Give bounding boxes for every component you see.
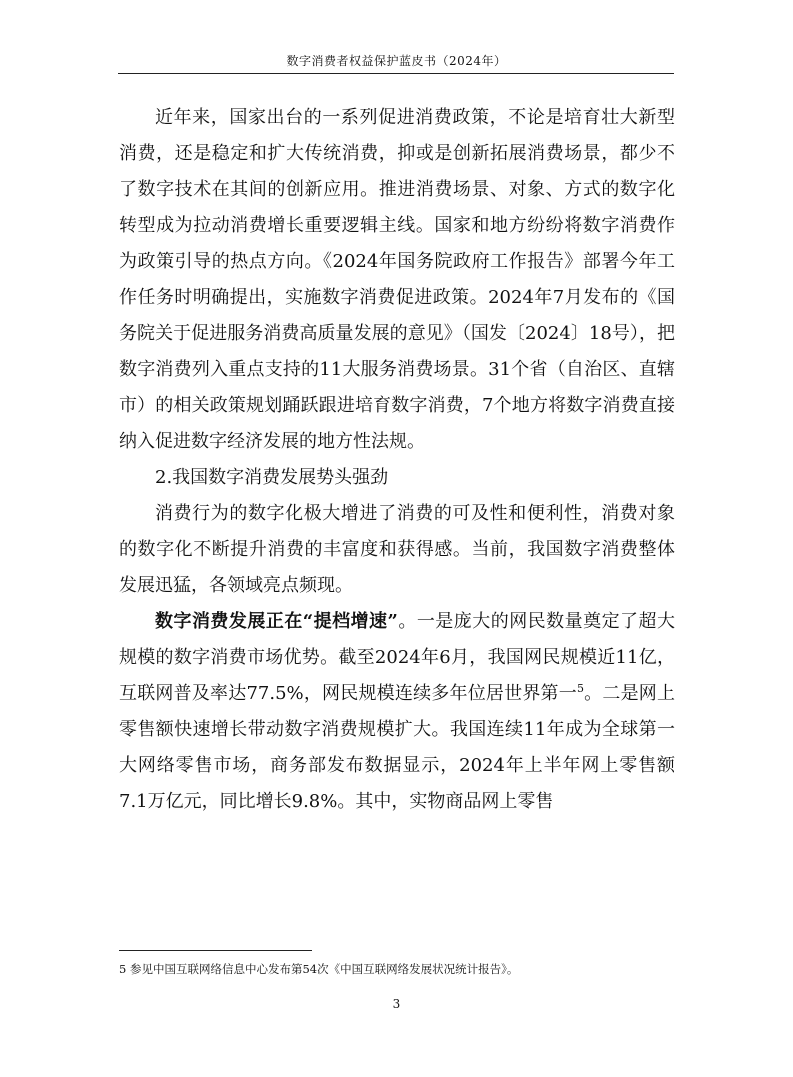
line: 布的《国务院关于促进服务消费高质量发展的意见》（国发〔2024〕 <box>119 287 676 344</box>
line: 象的数字化不断提升消费的丰富度和获得感。当前，我国数字消费 <box>119 503 675 560</box>
footnote-ref: 5 <box>576 682 584 695</box>
line: （自治区、直辖市）的相关政策规划踊跃跟进培育数字消费，7个地 <box>119 359 675 416</box>
line: 为全球第一大网络零售市场，商务部发布数据显示，2024年上半年 <box>119 719 675 776</box>
line: 11亿，互联网普及率达77.5%，网民规模连续多年位居世界第一 <box>119 647 675 704</box>
line: 费作为政策引导的热点方向。《2024年国务院政府工作报告》部署 <box>119 215 676 272</box>
paragraph-3 <box>119 604 675 820</box>
running-header: 数字消费者权益保护蓝皮书（2024年） <box>286 54 507 68</box>
line: 今年工作任务时明确提出，实施数字消费促进政策。2024年7月发 <box>119 251 676 308</box>
header-rule <box>118 73 674 74</box>
footnote <box>119 960 679 978</box>
footnote-text: 参见中国互联网络信息中心发布第54次《中国互联网络发展状况统计报告》。 <box>129 962 519 976</box>
line: 网上零售额7.1万亿元，同比增长9.8%。其中，实物商品网上零售 <box>119 755 676 812</box>
line: 。一是庞大的网民数量奠定了 <box>397 611 639 632</box>
section-heading: 2.我国数字消费发展势头强劲 <box>155 467 389 488</box>
footnote-rule <box>119 950 312 951</box>
line: 费，还是稳定和扩大传统消费，抑或是创新拓展消费场景，都少不 <box>137 143 676 164</box>
line: 整体发展迅猛，各领域亮点频现。 <box>119 539 676 596</box>
line: 了数字技术在其间的创新应用。推进消费场景、对象、方式的数字 <box>119 179 657 200</box>
footnote-number: 5 <box>119 962 127 976</box>
line: 消费行为的数字化极大增进了消费的可及性和便利性，消费对 <box>155 503 657 524</box>
line: 近年来，国家出台的一系列促进消费政策，不论是培育壮大新型消 <box>119 107 675 164</box>
line: 。 <box>583 683 603 704</box>
line: 二是网上零售额快速增长带动数字消费规模扩大。我国连续11年成 <box>119 683 676 740</box>
bold-lead: 数字消费发展正在“提档增速” <box>155 611 398 632</box>
paragraph-2 <box>119 496 675 604</box>
line: 18号），把数字消费列入重点支持的11大服务消费场景。31个省 <box>119 323 676 380</box>
page-number: 3 <box>392 997 401 1011</box>
line: 化转型成为拉动消费增长重要逻辑主线。国家和地方纷纷将数字消 <box>119 179 675 236</box>
line: 方将数字消费直接纳入促进数字经济发展的地方性法规。 <box>119 395 675 452</box>
line: 超大规模的数字消费市场优势。截至2024年6月，我国网民规模近 <box>119 611 675 668</box>
paragraph-1 <box>119 100 675 460</box>
body-text <box>119 100 675 820</box>
